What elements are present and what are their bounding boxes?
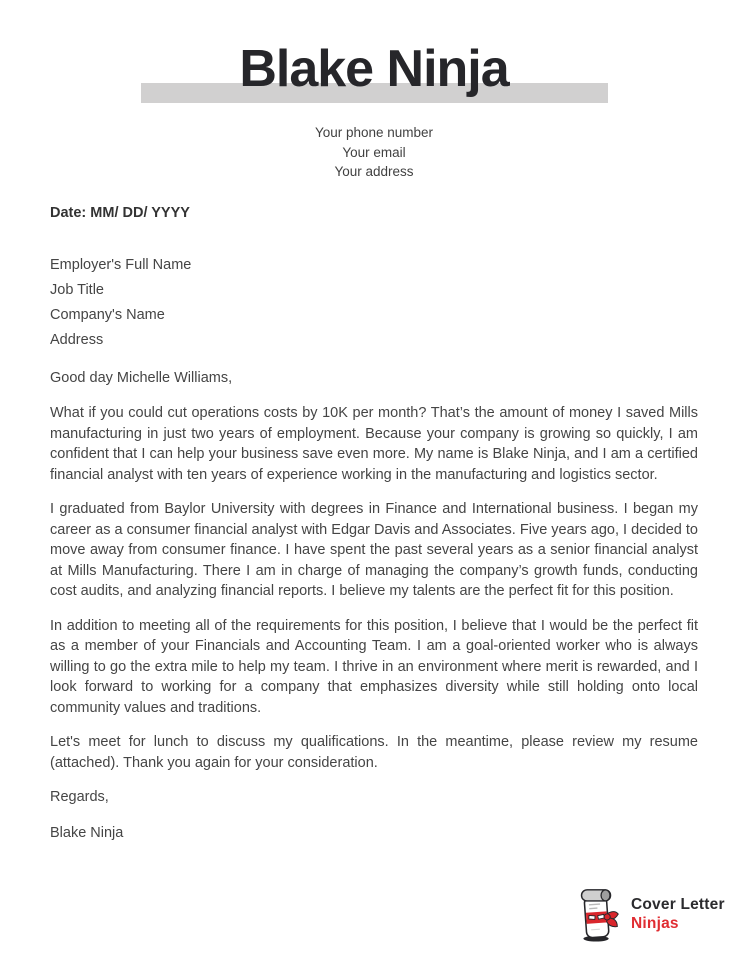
contact-line-email: Your email xyxy=(342,144,406,160)
signature: Blake Ninja xyxy=(50,824,124,841)
body-paragraph-2: I graduated from Baylor University with degrees in Finance and International business. I began my career as a consumer financial analyst with Edgar Davis and Associates. Five years ago, I decided to move away from consumer finance. I have spent the past several years as a senior financial analyst at Mills Manufacturing. There I am in charge of managing the company’s growth funds, conducting cost audits, and analyzing financial reports. I believe my talents are the perfect fit for this position. xyxy=(50,501,698,599)
contact-block xyxy=(0,123,748,182)
contact-line-phone: Your phone number xyxy=(314,125,434,140)
recipient-job-title: Job Title xyxy=(50,282,104,298)
body-paragraph-1: What if you could cut operations costs by 10K per month? That’s the amount of money I saved Mills manufacturing in just two years of employment. Because your company is growing so quickly, I am confident that I can help your business save even more. My name is Blake Ninja, and I am a certified financial analyst with ten years of experience working in the manufacturing and logistics sector. xyxy=(50,405,698,483)
logo-text xyxy=(631,895,725,933)
page-title: Blake Ninja xyxy=(239,40,509,98)
scroll-ninja-icon xyxy=(572,885,622,943)
greeting: Good day Michelle Williams, xyxy=(50,370,233,386)
body-paragraph-4: Let's meet for lunch to discuss my qualifications. In the meantime, please review my resume (attached). Thank you again for your consideration. xyxy=(50,734,698,771)
cover-letter-ninjas-logo xyxy=(572,885,725,943)
closing: Regards, xyxy=(50,789,109,805)
recipient-address: Address xyxy=(50,332,104,348)
letter-body xyxy=(50,203,698,843)
recipient-employer-name: Employer's Full Name xyxy=(50,257,192,273)
date-line: Date: MM/ DD/ YYYY xyxy=(50,205,190,221)
logo-text-line1: Cover Letter xyxy=(631,896,725,913)
contact-line-address: Your address xyxy=(334,164,414,179)
recipient-block xyxy=(50,253,698,353)
recipient-company-name: Company's Name xyxy=(50,307,165,323)
body-paragraph-3: In addition to meeting all of the requirements for this position, I believe that I would be the perfect fit as a member of your Financials and Accounting Team. I am a goal-oriented worker who is always willing to go the extra mile to help my team. I thrive in an environment where merit is rewarded, and I look forward to working for a company that emphasizes diversity while still holding onto local community values and traditions. xyxy=(50,617,698,716)
logo-text-line2: Ninjas xyxy=(631,915,679,932)
